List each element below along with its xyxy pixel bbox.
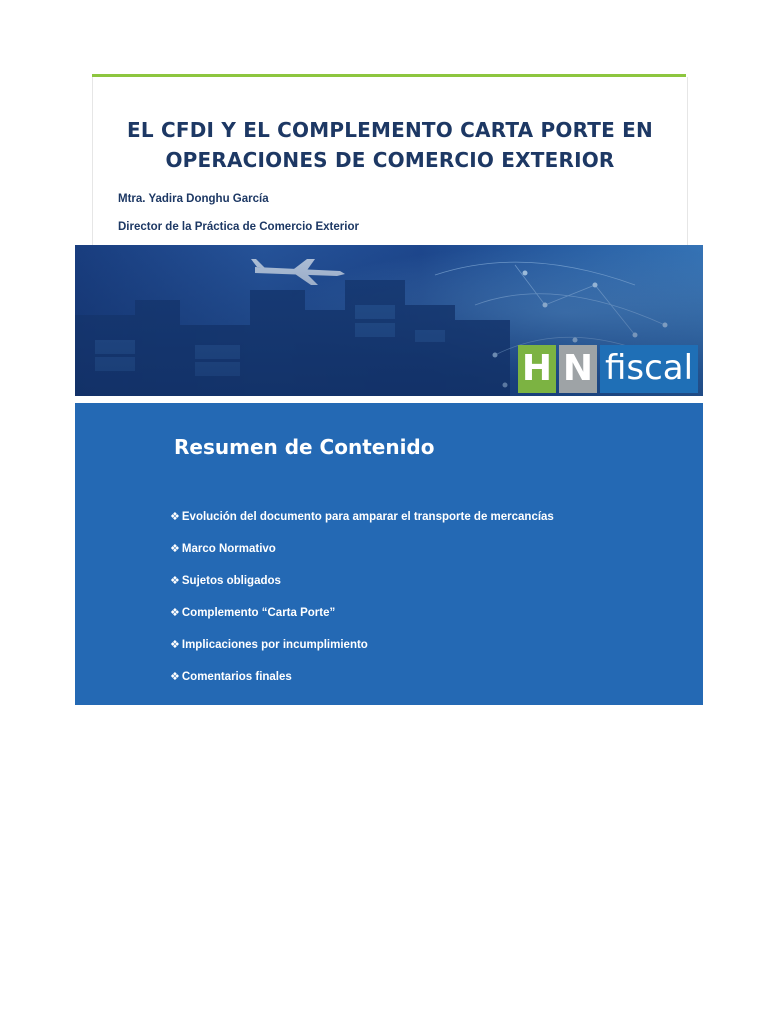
contents-heading: Resumen de Contenido [174, 435, 435, 459]
list-item [170, 605, 554, 637]
author-role: Director de la Práctica de Comercio Exterior [118, 221, 359, 233]
list-item [170, 573, 554, 605]
list-item-text: Comentarios finales [181, 671, 292, 683]
title-line-1: EL CFDI Y EL COMPLEMENTO CARTA PORTE EN [127, 118, 653, 142]
list-item [170, 541, 554, 573]
title-area [92, 77, 688, 245]
title-line-2: OPERACIONES DE COMERCIO EXTERIOR [165, 148, 615, 172]
list-item-text: Complemento “Carta Porte” [181, 607, 336, 619]
list-item-text: Implicaciones por incumplimiento [181, 639, 368, 651]
contents-list [170, 509, 554, 701]
author-name: Mtra. Yadira Donghu García [118, 193, 269, 205]
logo-fiscal: fiscal [600, 345, 698, 393]
list-item-text: Evolución del documento para amparar el transporte de mercancías [181, 511, 554, 523]
list-item-text: Sujetos obligados [181, 575, 281, 587]
diamond-bullet-icon: ❖ [170, 607, 180, 619]
title-slide [75, 62, 703, 396]
diamond-bullet-icon: ❖ [170, 575, 180, 587]
logo-n: N [559, 345, 597, 393]
logo-h: H [518, 345, 556, 393]
hn-fiscal-logo [518, 345, 698, 393]
diamond-bullet-icon: ❖ [170, 639, 180, 651]
contents-slide [75, 403, 703, 705]
diamond-bullet-icon: ❖ [170, 511, 180, 523]
list-item-text: Marco Normativo [181, 543, 276, 555]
list-item [170, 669, 554, 701]
list-item [170, 509, 554, 541]
banner-image [75, 245, 703, 396]
diamond-bullet-icon: ❖ [170, 543, 180, 555]
slide-title [93, 115, 687, 175]
list-item [170, 637, 554, 669]
diamond-bullet-icon: ❖ [170, 671, 180, 683]
